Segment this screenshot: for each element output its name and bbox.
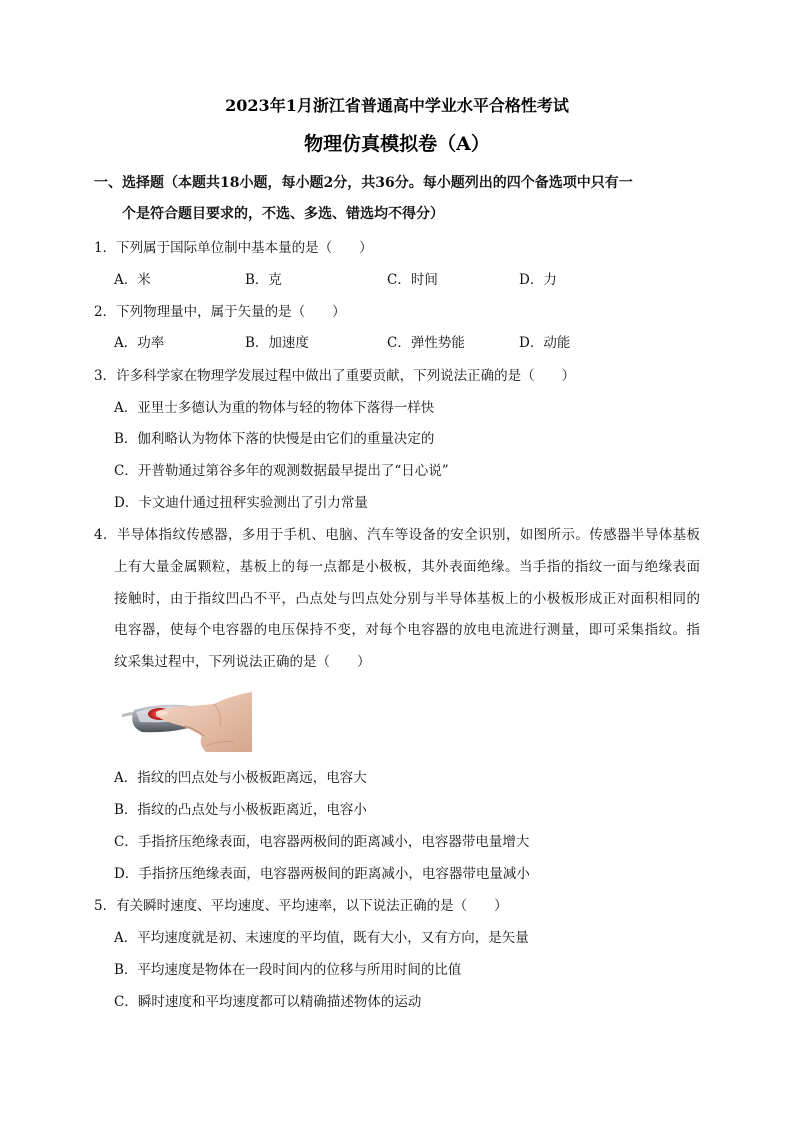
q4-option-a: A．指纹的凹点处与小极板距离远，电容大: [114, 770, 367, 786]
q3-option-b: B．伽利略认为物体下落的快慢是由它们的重量决定的: [114, 431, 435, 447]
q1-option-c: C．时间: [387, 272, 438, 288]
q5-option-c: C．瞬时速度和平均速度都可以精确描述物体的运动: [114, 994, 422, 1010]
q5-option-a: A．平均速度就是初、末速度的平均值，既有大小，又有方向，是矢量: [114, 930, 529, 946]
q4-option-b: B．指纹的凸点处与小极板距离近，电容小: [114, 802, 367, 818]
exam-title: 2023年1月浙江省普通高中学业水平合格性考试: [225, 96, 569, 115]
section-heading-line1: 一、选择题（本题共18小题，每小题2分，共36分。每小题列出的四个备选项中只有一: [94, 175, 633, 191]
q1-option-d: D．力: [519, 272, 557, 288]
fingerprint-sensor-photo-icon: [122, 686, 252, 752]
question-4-stem-line3: 接触时，由于指纹凹凸不平，凸点处与凹点处分别与半导体基板上的小极板形成正对面积相同的: [114, 591, 700, 607]
q4-option-d: D．手指挤压绝缘表面，电容器两极间的距离减小，电容器带电量减小: [114, 866, 530, 882]
section-heading-line2: 个是符合题目要求的，不选、多选、错选均不得分）: [122, 206, 444, 222]
question-4-stem-line5: 纹采集过程中，下列说法正确的是（ ）: [114, 654, 371, 670]
q1-option-b: B．克: [245, 272, 282, 288]
q5-option-b: B．平均速度是物体在一段时间内的位移与所用时间的比值: [114, 962, 462, 978]
question-2-stem: 2．下列物理量中，属于矢量的是（ ）: [94, 304, 346, 320]
q3-option-a: A．亚里士多德认为重的物体与轻的物体下落得一样快: [114, 400, 435, 416]
question-1-stem: 1．下列属于国际单位制中基本量的是（ ）: [94, 240, 373, 256]
q2-option-d: D．动能: [519, 335, 571, 351]
q2-option-b: B．加速度: [245, 335, 309, 351]
question-4-stem-line2: 上有大量金属颗粒，基板上的每一点都是小极板，其外表面绝缘。当手指的指纹一面与绝缘表面: [114, 559, 700, 575]
q2-option-c: C．弹性势能: [387, 335, 465, 351]
question-5-stem: 5．有关瞬时速度、平均速度、平均速率，以下说法正确的是（ ）: [94, 898, 508, 914]
question-4-stem-line4: 电容器，使每个电容器的电压保持不变，对每个电容器的放电电流进行测量，即可采集指纹。指: [114, 622, 700, 638]
q1-option-a: A．米: [114, 272, 151, 288]
q2-option-a: A．功率: [114, 335, 165, 351]
exam-subtitle: 物理仿真模拟卷（A）: [304, 133, 490, 155]
q3-option-d: D．卡文迪什通过扭秤实验测出了引力常量: [114, 495, 368, 511]
question-1-options: [0, 270, 794, 290]
q3-option-c: C．开普勒通过第谷多年的观测数据最早提出了“日心说”: [114, 463, 449, 479]
question-3-stem: 3．许多科学家在物理学发展过程中做出了重要贡献，下列说法正确的是（ ）: [94, 368, 576, 384]
question-4-stem-line1: 4．半导体指纹传感器，多用于手机、电脑、汽车等设备的安全识别，如图所示。传感器半导体基板: [94, 527, 700, 543]
q4-option-c: C．手指挤压绝缘表面，电容器两极间的距离减小，电容器带电量增大: [114, 834, 530, 850]
question-2-options: [0, 333, 794, 353]
